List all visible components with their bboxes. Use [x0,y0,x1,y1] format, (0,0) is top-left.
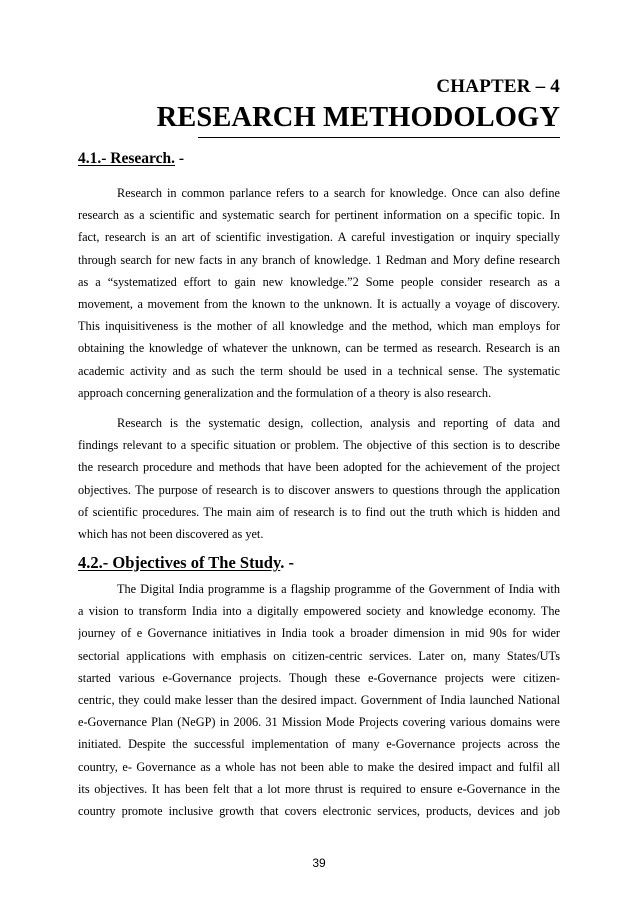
text-line: centric, they could make lesser than the desired impact. Government of India launched National [78,692,560,707]
text-line: as a “systematized effort to gain new knowledge.”2 Some people consider research as a [78,274,560,289]
chapter-title: RESEARCH METHODOLOGY [156,102,560,133]
text-line: its objectives. It has been felt that a lot more thrust is required to ensure e-Governance in the [78,781,560,796]
objectives-paragraph-1 [78,578,560,822]
text-line: The Digital India programme is a flagship programme of the Government of India with [117,582,560,596]
text-line: initiated. Despite the successful implementation of many e-Governance projects across the [78,737,560,752]
section-heading-research-suffix: - [175,150,185,167]
text-line: which has not been discovered as yet. [78,526,264,541]
text-line: academic activity and as such the term should be used in a technical sense. The systematic [78,363,560,378]
section-heading-objectives [78,553,294,573]
text-line: fact, research is an art of scientific investigation. A careful investigation or inquiry specially [78,230,560,245]
text-line: e-Governance Plan (NeGP) in 2006. 31 Mission Mode Projects covering various domains were [78,715,560,730]
text-line: obtaining the knowledge of whatever the unknown, can be termed as research. Research is an [78,341,560,356]
text-line: through search for new facts in any branch of knowledge. 1 Redman and Mory define research [78,252,560,267]
text-line: Research is the systematic design, collection, analysis and reporting of data and [117,416,560,430]
text-line: a vision to transform India into a digitally empowered society and knowledge economy. The [78,604,560,619]
text-line: journey of e Governance initiatives in India took a broader dimension in mid 90s for wider [78,626,560,641]
text-line: the research procedure and methods that have been adopted for the achievement of the project [78,460,560,475]
text-line: findings relevant to a specific situation or problem. The objective of this section is to describe [78,438,560,453]
text-line: country promote inclusive growth that covers electronic services, products, devices and job [78,803,560,818]
chapter-label: CHAPTER – 4 [436,76,560,97]
text-line: research as a scientific and systematic search for pertinent information on a specific topic. In [78,208,560,223]
text-line: country, e- Governance as a whole has not been able to make the desired impact and fulfil all [78,759,560,774]
title-underline [198,137,560,138]
text-line: movement, a movement from the known to the unknown. It is actually a voyage of discovery. [78,296,560,311]
text-line: objectives. The purpose of research is to discover answers to questions through the application [78,482,560,497]
text-line: Research in common parlance refers to a search for knowledge. Once can also define [117,186,560,200]
section-heading-objectives-text: 4.2.- Objectives of The Study [78,553,281,572]
section-heading-research [78,150,184,168]
text-line: approach concerning generalization and the formulation of a theory is also research. [78,385,492,400]
text-line: sectorial applications with emphasis on citizen-centric services. Later on, many States/UTs [78,648,560,663]
text-line: started various e-Governance projects. Though these e-Governance projects were citizen- [78,670,560,685]
text-line: This inquisitiveness is the mother of all knowledge and the method, which man employs for [78,319,560,334]
text-line: of scientific procedures. The main aim of research is to find out the truth which is hidden and [78,504,560,519]
research-paragraph-1 [78,182,560,404]
section-heading-objectives-suffix: . - [280,553,295,572]
research-paragraph-2 [78,412,560,545]
section-heading-research-text: 4.1.- Research. [78,150,175,167]
page-number: 39 [312,856,326,870]
